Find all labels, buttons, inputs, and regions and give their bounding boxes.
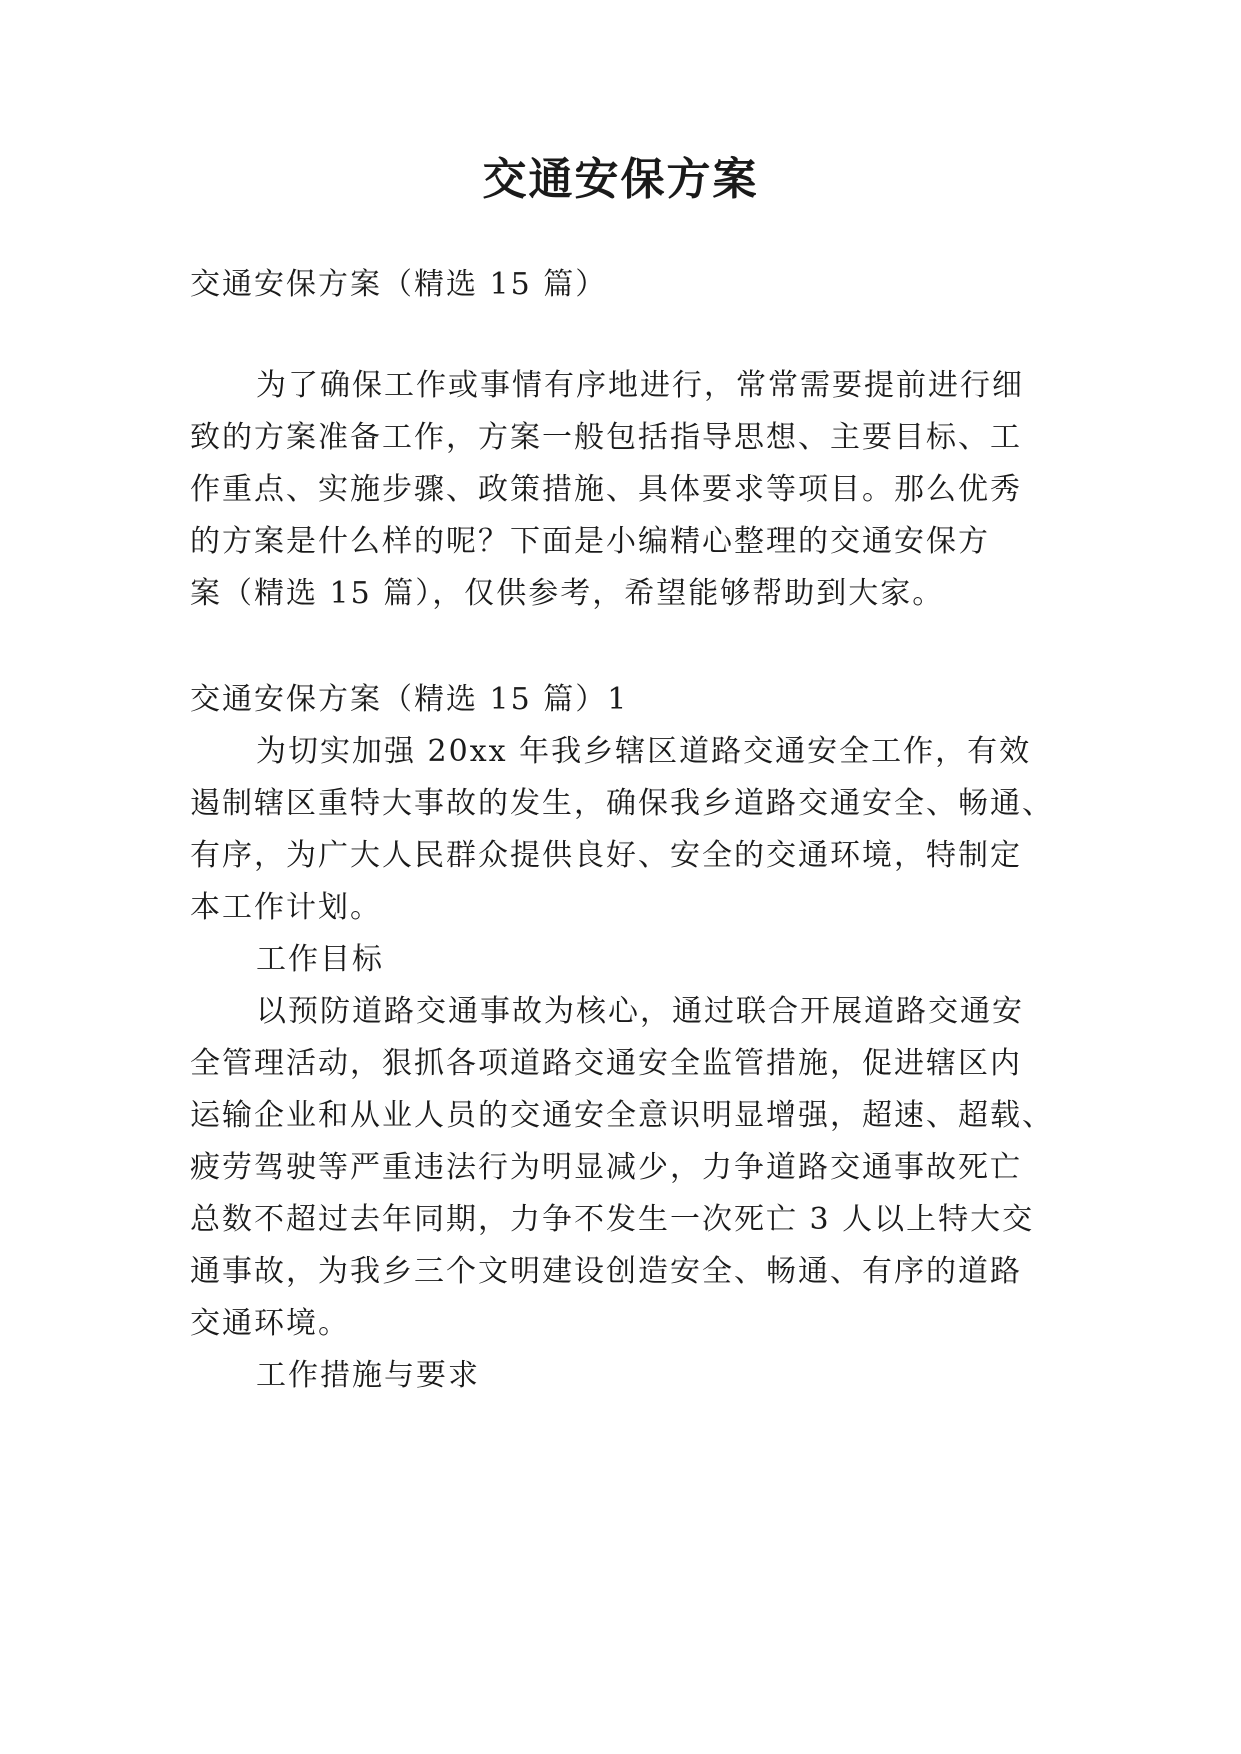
goal-line-2: 全管理活动，狠抓各项道路交通安全监管措施，促进辖区内 <box>190 1046 1022 1081</box>
document-title: 交通安保方案 <box>482 154 759 205</box>
intro-line-5: 案（精选 15 篇），仅供参考，希望能够帮助到大家。 <box>190 576 945 611</box>
section-1-line-4: 本工作计划。 <box>190 890 382 925</box>
measures-heading: 工作措施与要求 <box>256 1358 480 1393</box>
goal-line-1: 以预防道路交通事故为核心，通过联合开展道路交通安 <box>256 994 1024 1029</box>
goal-line-6: 通事故，为我乡三个文明建设创造安全、畅通、有序的道路 <box>190 1254 1022 1289</box>
intro-line-1: 为了确保工作或事情有序地进行，常常需要提前进行细 <box>256 368 1024 403</box>
intro-line-4: 的方案是什么样的呢？下面是小编精心整理的交通安保方 <box>190 524 990 559</box>
intro-line-2: 致的方案准备工作，方案一般包括指导思想、主要目标、工 <box>190 420 1022 455</box>
goal-line-3: 运输企业和从业人员的交通安全意识明显增强，超速、超载、 <box>190 1098 1054 1133</box>
goal-line-4: 疲劳驾驶等严重违法行为明显减少，力争道路交通事故死亡 <box>190 1150 1022 1185</box>
document-subtitle: 交通安保方案（精选 15 篇） <box>190 267 608 302</box>
goal-heading: 工作目标 <box>256 942 384 977</box>
section-1-line-1: 为切实加强 20xx 年我乡辖区道路交通安全工作，有效 <box>256 734 1032 769</box>
section-1-line-3: 有序，为广大人民群众提供良好、安全的交通环境，特制定 <box>190 838 1022 873</box>
section-1-line-2: 遏制辖区重特大事故的发生，确保我乡道路交通安全、畅通、 <box>190 786 1054 821</box>
goal-line-5: 总数不超过去年同期，力争不发生一次死亡 3 人以上特大交 <box>190 1202 1035 1237</box>
goal-line-7: 交通环境。 <box>190 1306 350 1341</box>
intro-line-3: 作重点、实施步骤、政策措施、具体要求等项目。那么优秀 <box>190 472 1022 507</box>
section-1-heading: 交通安保方案（精选 15 篇）1 <box>190 682 629 717</box>
